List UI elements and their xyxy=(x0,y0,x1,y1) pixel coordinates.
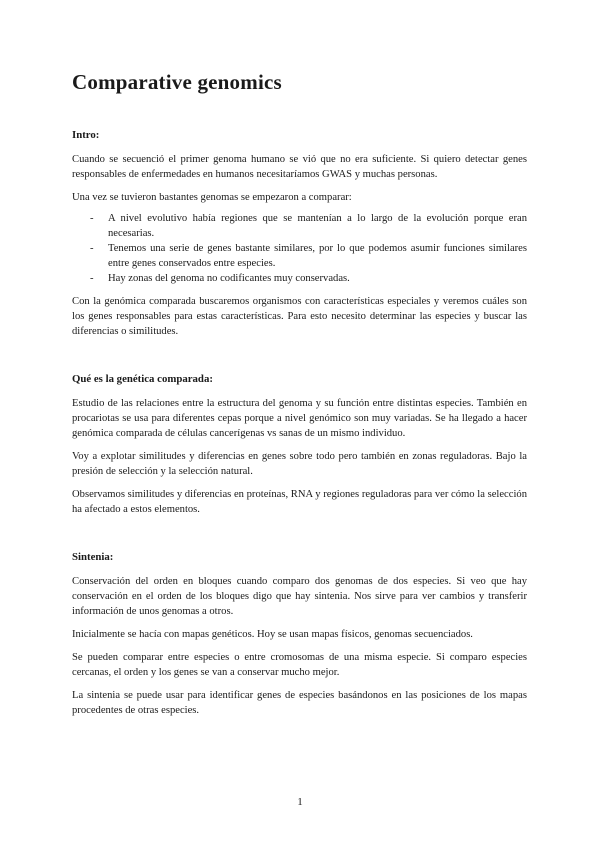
section-genetica-comparada xyxy=(72,372,527,517)
paragraph: Observamos similitudes y diferencias en proteínas, RNA y regiones reguladoras para ver cómo la selección ha afectado a estos elementos. xyxy=(72,489,527,515)
paragraph: Estudio de las relaciones entre la estructura del genoma y su función entre distintas especies. También en procariotas se usa para diferentes cepas porque a nivel genómico son muy variadas. Se ha llegado a hacer genómica comparada de células cancerígenas vs sanas de un mismo individuo. xyxy=(72,398,527,439)
list-item: - A nivel evolutivo había regiones que se mantenían a lo largo de la evolución porque eran necesarias. xyxy=(72,211,527,241)
list-item: - Hay zonas del genoma no codificantes muy conservadas. xyxy=(72,271,527,286)
section-heading-sintenia: Sintenia: xyxy=(72,551,114,563)
paragraph: Con la genómica comparada buscaremos organismos con características especiales y veremos cuáles son los genes responsables para estas características. Para esto necesito determinar las especies y buscar las diferencias o similitudes. xyxy=(72,296,527,337)
paragraph: Cuando se secuenció el primer genoma humano se vió que no era suficiente. Si quiero detectar genes responsables de enfermedades en humanos necesitaríamos GWAS y muchas personas. xyxy=(72,154,527,180)
section-intro xyxy=(72,128,527,339)
document-body xyxy=(72,128,527,751)
paragraph: Inicialmente se hacía con mapas genéticos. Hoy se usan mapas físicos, genomas secuenciados. xyxy=(72,629,473,640)
bullet-list xyxy=(72,211,527,286)
page-title: Comparative genomics xyxy=(72,70,282,94)
paragraph: La sintenia se puede usar para identificar genes de especies basándonos en las posiciones de los mapas procedentes de otras especies. xyxy=(72,690,527,716)
section-sintenia xyxy=(72,550,527,718)
paragraph: Una vez se tuvieron bastantes genomas se empezaron a comparar: xyxy=(72,192,352,203)
paragraph: Conservación del orden en bloques cuando comparo dos genomas de dos especies. Si veo que hay conservación en el orden de los bloques digo que hay sintenia. Nos sirve para ver cambios y transferir información de unos genomas a otros. xyxy=(72,576,527,617)
list-item: - Tenemos una serie de genes bastante similares, por lo que podemos asumir funciones similares entre genes conservados entre especies. xyxy=(72,241,527,271)
paragraph: Se pueden comparar entre especies o entre cromosomas de una misma especie. Si comparo especies cercanas, el orden y los genes se van a conservar mucho mejor. xyxy=(72,652,527,678)
paragraph: Voy a explotar similitudes y diferencias en genes sobre todo pero también en zonas reguladoras. Bajo la presión de selección y la selección natural. xyxy=(72,451,527,477)
page-number: 1 xyxy=(297,796,303,808)
section-heading-genetica: Qué es la genética comparada: xyxy=(72,373,213,385)
section-heading-intro: Intro: xyxy=(72,129,100,141)
